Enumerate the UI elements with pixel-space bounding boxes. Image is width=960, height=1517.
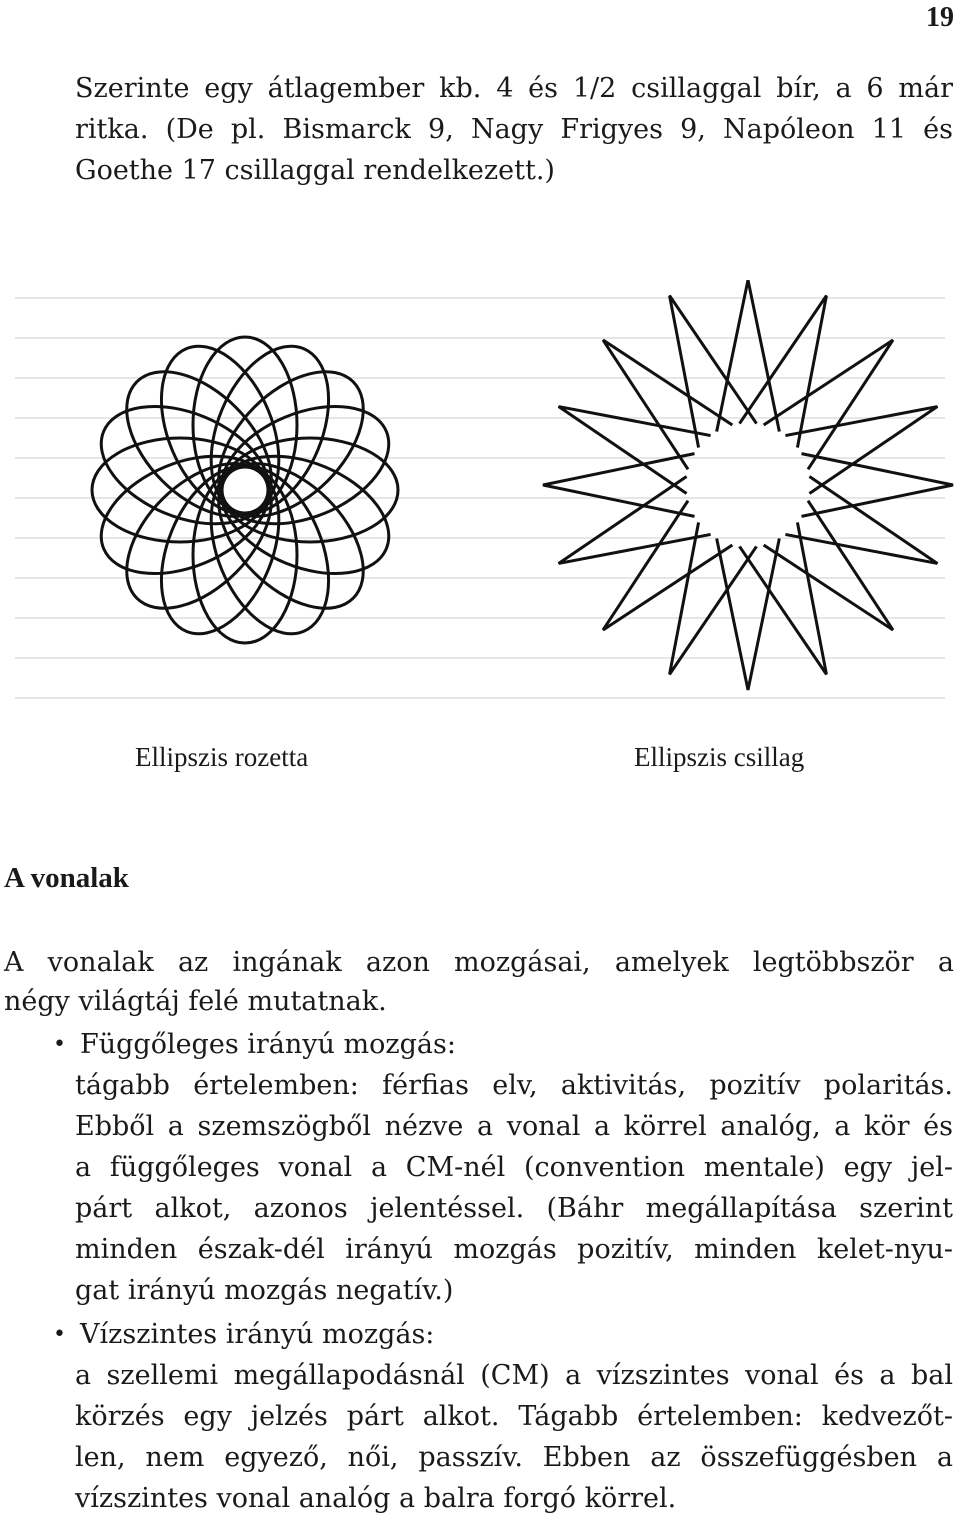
lead-line-2: négy világtáj felé mutatnak.: [4, 986, 387, 1017]
star-spike: [670, 522, 757, 674]
star-spike: [740, 522, 827, 674]
bullet-2-heading: Vízszintes irányú mozgás:: [80, 1319, 435, 1350]
bullet-dot-2: •: [53, 1322, 66, 1347]
bleed-through-texture: [15, 298, 945, 698]
bullet-1-line-4: párt alkot, azonos jelentéssel. (Báhr megállapítása szerint: [75, 1193, 953, 1224]
rosette-petal: [193, 467, 297, 643]
star-spike: [740, 296, 827, 448]
intro-line-1: Szerinte egy átlagember kb. 4 és 1/2 csillaggal bír, a 6 már: [75, 73, 953, 104]
caption-ellipse-star: Ellipszis csillag: [634, 742, 805, 772]
caption-ellipse-rosette: Ellipszis rozetta: [135, 742, 309, 772]
star-spike: [785, 477, 937, 564]
bullet-2-line-2: körzés egy jelzés párt alkot. Tágabb értelemben: kedvezőt-: [75, 1401, 953, 1432]
bullet-2-line-4: vízszintes vonal analóg a balra forgó körrel.: [75, 1483, 677, 1514]
bullet-2-line-3: len, nem egyező, női, passzív. Ebben az összefüggésben a: [75, 1442, 953, 1473]
star-spike: [670, 296, 757, 448]
page-number: 19: [926, 2, 954, 33]
bullet-1-line-3: a függőleges vonal a CM-nél (convention mentale) egy jel-: [75, 1152, 953, 1183]
rosette-petal: [92, 438, 268, 542]
section-title: A vonalak: [4, 862, 129, 894]
figures-svg: [0, 280, 960, 720]
intro-line-3: Goethe 17 csillaggal rendelkezett.): [75, 155, 555, 186]
rosette-petal: [222, 438, 398, 542]
lead-line-1: A vonalak az ingának azon mozgásai, amelyek legtöbbször a: [4, 947, 954, 978]
star-spike: [785, 407, 937, 494]
bullet-1-line-5: minden észak-dél irányú mozgás pozitív, minden kelet-nyu-: [75, 1234, 953, 1265]
intro-line-2: ritka. (De pl. Bismarck 9, Nagy Frigyes 9, Napóleon 11 és: [75, 114, 953, 145]
figure-area: [0, 280, 960, 720]
star-spike: [559, 477, 711, 564]
bullet-dot-1: •: [53, 1032, 66, 1057]
ellipse-star-figure: [543, 280, 953, 690]
bullet-2-line-1: a szellemi megállapodásnál (CM) a vízszintes vonal és a bal: [75, 1360, 953, 1391]
bullet-1-line-2: Ebből a szemszögből nézve a vonal a körrel analóg, a kör és: [75, 1111, 953, 1142]
rosette-petal: [193, 337, 297, 513]
star-spike: [559, 407, 711, 494]
bullet-1-heading: Függőleges irányú mozgás:: [80, 1029, 456, 1060]
bullet-1-line-6: gat irányú mozgás negatív.): [75, 1275, 454, 1306]
bullet-1-line-1: tágabb értelemben: férfias elv, aktivitás, pozitív polaritás.: [75, 1070, 953, 1101]
